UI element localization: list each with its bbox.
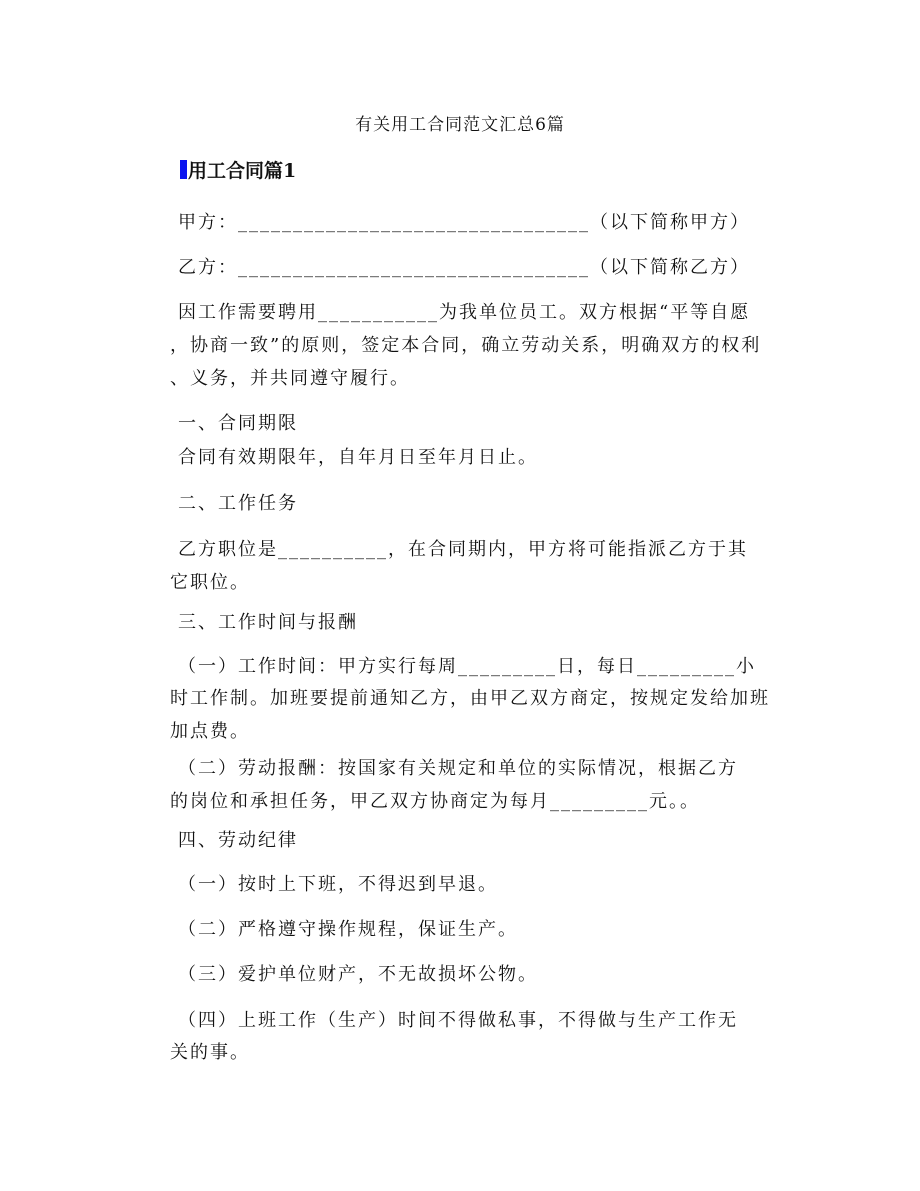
document-line: 乙方职位是__________，在合同期内，甲方将可能指派乙方于其	[178, 539, 748, 560]
document-line: 的岗位和承担任务，甲乙双方协商定为每月_________元。。	[170, 791, 700, 812]
document-line: 三、工作时间与报酬	[178, 612, 358, 633]
document-line: （二）劳动报酬：按国家有关规定和单位的实际情况，根据乙方	[178, 758, 738, 779]
heading-marker	[180, 160, 187, 179]
document-line: （四）上班工作（生产）时间不得做私事，不得做与生产工作无	[178, 1010, 738, 1031]
document-line: （一）按时上下班，不得迟到早退。	[178, 874, 498, 895]
document-line: （一）工作时间：甲方实行每周_________日，每日_________小	[178, 656, 756, 677]
document-line: 合同有效期限年，自年月日至年月日止。	[178, 447, 538, 468]
document-line: 乙方：________________________________（以下简称乙方）	[178, 257, 750, 278]
section-heading-text: 用工合同篇1	[188, 160, 297, 182]
document-line: 加点费。	[170, 721, 250, 742]
document-line: 二、工作任务	[178, 493, 298, 514]
document-line: 一、合同期限	[178, 413, 298, 434]
document-line: （二）严格遵守操作规程，保证生产。	[178, 919, 518, 940]
document-line: 因工作需要聘用___________为我单位员工。双方根据“平等自愿	[178, 302, 751, 323]
document-line: ，协商一致”的原则，签定本合同，确立劳动关系，明确双方的权利	[170, 335, 762, 356]
document-line: （三）爱护单位财产，不无故损坏公物。	[178, 964, 538, 985]
document-line: 四、劳动纪律	[178, 830, 298, 851]
document-line: 时工作制。加班要提前通知乙方，由甲乙双方商定，按规定发给加班	[170, 688, 770, 709]
document-line: 它职位。	[170, 572, 250, 593]
document-line: 关的事。	[170, 1042, 250, 1063]
document-line: 、义务，并共同遵守履行。	[170, 368, 410, 389]
document-line: 甲方：________________________________（以下简称甲方）	[178, 212, 750, 233]
document-title: 有关用工合同范文汇总6篇	[355, 115, 565, 135]
section-heading	[180, 156, 296, 183]
